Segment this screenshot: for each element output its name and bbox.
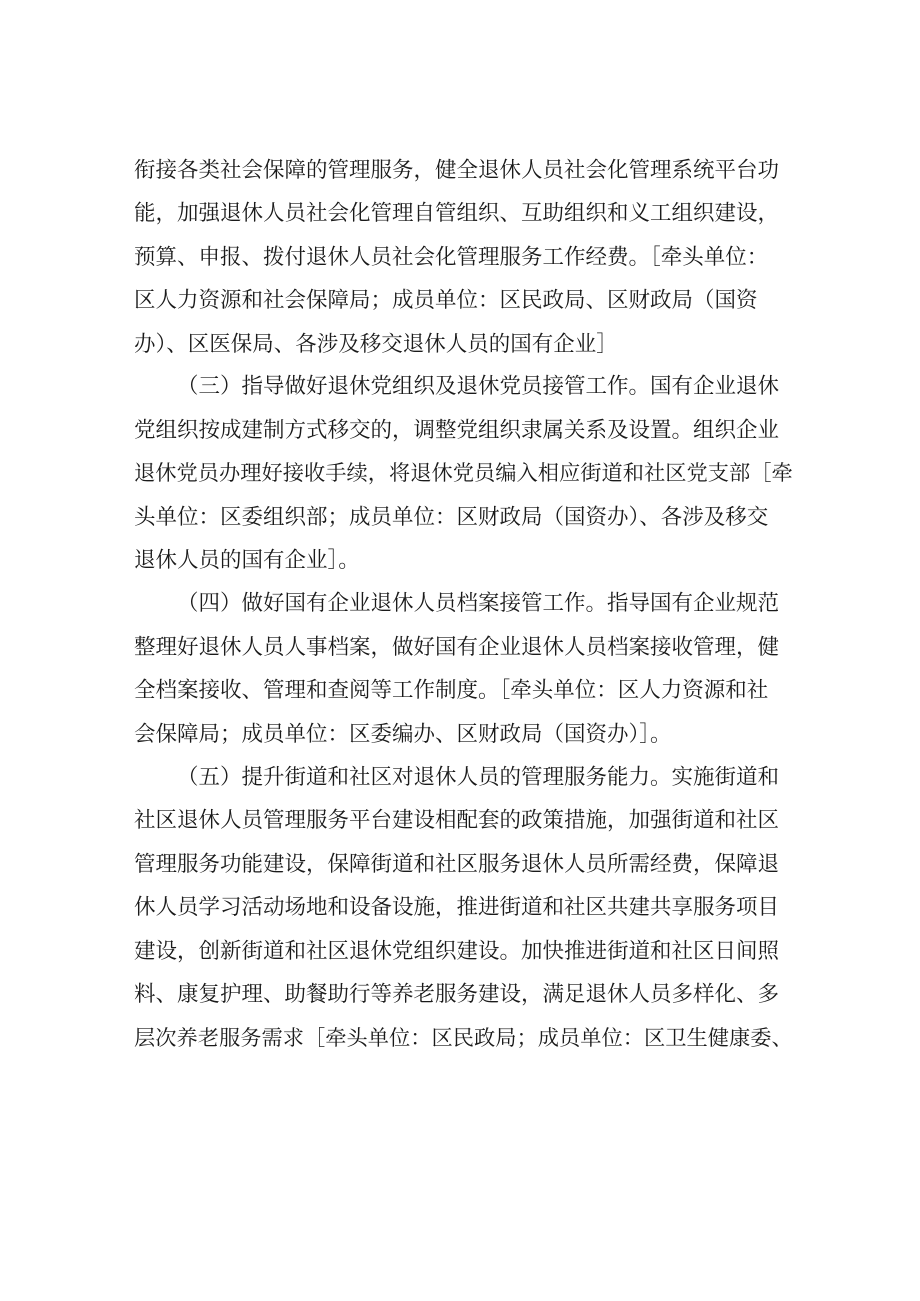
text-line-8: 退休党员办理好接收手续，将退休党员编入相应街道和社区党支部［牵 — [134, 461, 793, 486]
text-line-18: 休人员学习活动场地和设备设施，推进街道和社区共建共享服务项目 — [134, 895, 780, 920]
text-line-4: 区人力资源和社会保障局；成员单位：区民政局、区财政局（国资 — [134, 288, 758, 313]
text-line-12: 整理好退休人员人事档案，做好国有企业退休人员档案接收管理，健 — [134, 635, 780, 660]
text-line-7: 党组织按成建制方式移交的，调整党组织隶属关系及设置。组织企业 — [134, 418, 780, 443]
text-line-21: 层次养老服务需求［牵头单位：区民政局；成员单位：区卫生健康委、 — [134, 1026, 793, 1051]
text-line-19: 建设，创新街道和社区退休党组织建设。加快推进街道和社区日间照 — [134, 939, 780, 964]
text-line-17: 管理服务功能建设，保障街道和社区服务退休人员所需经费，保障退 — [134, 852, 780, 877]
section-3-heading-line: （三）指导做好退休党组织及退休党员接管工作。国有企业退休 — [177, 374, 780, 399]
text-line-13: 全档案接收、管理和查阅等工作制度。［牵头单位：区人力资源和社 — [134, 678, 769, 703]
text-line-2: 能，加强退休人员社会化管理自管组织、互助组织和义工组织建设， — [134, 201, 780, 226]
text-line-14: 会保障局；成员单位：区委编办、区财政局（国资办）］。 — [134, 722, 672, 747]
section-5-heading-line: （五）提升街道和社区对退休人员的管理服务能力。实施街道和 — [177, 765, 780, 790]
text-line-5: 办）、区医保局、各涉及移交退休人员的国有企业］ — [134, 332, 618, 357]
text-line-9: 头单位：区委组织部；成员单位：区财政局（国资办）、各涉及移交 — [134, 505, 769, 530]
text-line-1: 衔接各类社会保障的管理服务，健全退休人员社会化管理系统平台功 — [134, 158, 780, 183]
text-line-16: 社区退休人员管理服务平台建设相配套的政策措施，加强街道和社区 — [134, 808, 780, 833]
text-line-20: 料、康复护理、助餐助行等养老服务建设，满足退休人员多样化、多 — [134, 982, 780, 1007]
section-4-heading-line: （四）做好国有企业退休人员档案接管工作。指导国有企业规范 — [177, 591, 780, 616]
text-line-3: 预算、申报、拨付退休人员社会化管理服务工作经费。［牵头单位： — [134, 245, 769, 270]
text-line-10: 退休人员的国有企业］。 — [134, 548, 360, 573]
